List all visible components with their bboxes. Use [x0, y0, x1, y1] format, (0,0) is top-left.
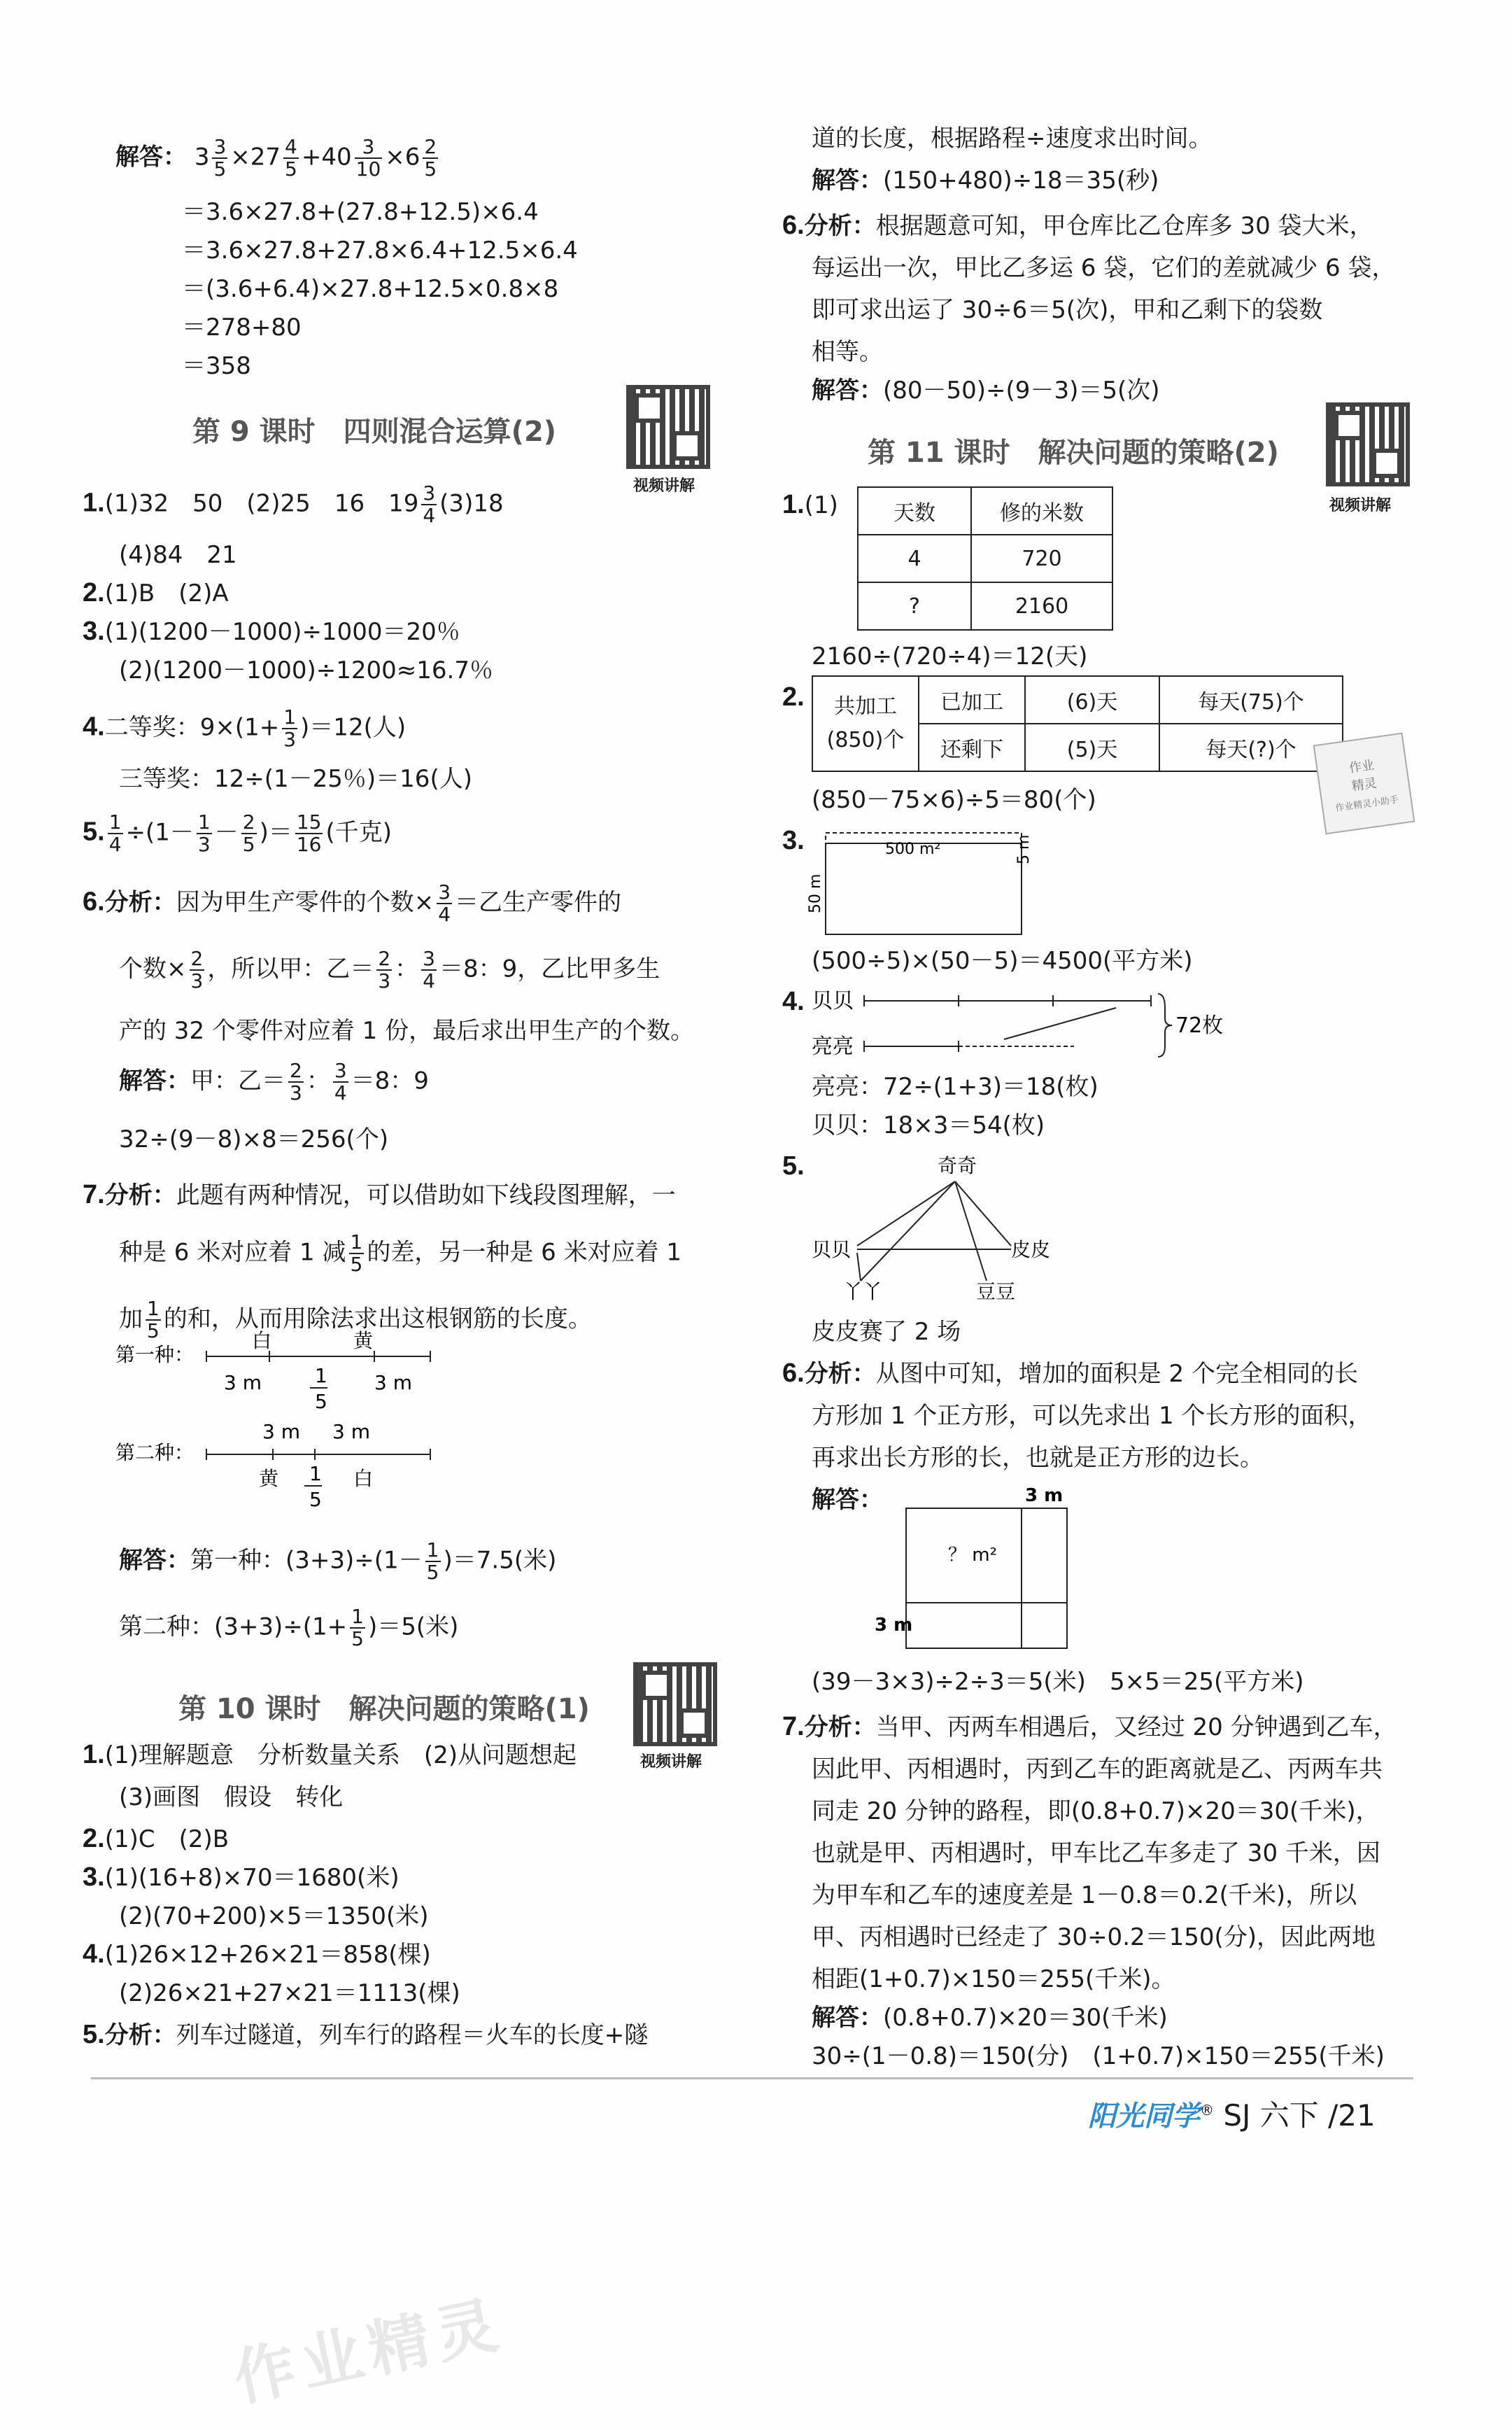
- table-cell: 每天(?)个: [1159, 724, 1343, 771]
- q3-cont: (2)(1200－1000)÷1200≈16.7％: [119, 656, 493, 684]
- side-label: 50 m: [807, 873, 824, 913]
- diagram-1-m1: 3 m: [224, 1371, 262, 1394]
- stamps-diagram: [808, 980, 1263, 1071]
- s4-answer-1: 亮亮：72÷(1+3)＝18(枚): [812, 1073, 1098, 1101]
- s5-answer: 皮皮赛了 2 场: [812, 1318, 961, 1346]
- svg-text:3 m: 3 m: [332, 1421, 370, 1443]
- rectangle-diagram: [805, 822, 1057, 941]
- table-cell: 4: [858, 535, 971, 582]
- table-cell: 共加工 (850)个: [812, 676, 919, 771]
- right-q6-4: 相等。: [812, 338, 883, 366]
- right-q6-answer: 解答：(80－50)÷(9－3)＝5(次): [812, 377, 1160, 405]
- lesson-10-heading: 第 10 课时 解决问题的策略(1): [178, 1693, 590, 1725]
- top-3m: 3 m: [1025, 1485, 1064, 1506]
- s3-label: 3.: [782, 826, 805, 855]
- svg-text:5: 5: [309, 1488, 322, 1511]
- s6-2: 方形加 1 个正方形，可以先求出 1 个长方形的面积，: [812, 1402, 1372, 1430]
- diagram-1-label: 第一种：: [115, 1343, 195, 1366]
- qr-code-icon-3[interactable]: [1326, 402, 1410, 486]
- q5: 5. $\frac{1}{4}$ ÷(1－ $\frac{1}{3}$ － $\frac{2}{5}$ )＝ $\frac{15}{16}$ (千克): [83, 810, 393, 856]
- calc-line-1: 解答： 3 $\frac{3}{5}$ ×27 $\frac{4}{5}$ +40 $\frac{3}{10}$ ×6 $\frac{2}{5}$: [115, 135, 437, 181]
- table-cell: 还剩下: [919, 724, 1025, 771]
- watermark: 作业精灵: [227, 2287, 511, 2415]
- table-header-meters: 修的米数: [971, 487, 1112, 535]
- svg-text:黄: 黄: [259, 1467, 279, 1490]
- s1-label: 1.(1): [782, 490, 838, 519]
- s4-answer-2: 贝贝：18×3＝54(枚): [812, 1111, 1045, 1139]
- svg-text:1: 1: [309, 1462, 322, 1485]
- table-header-days: 天数: [858, 487, 971, 535]
- svg-text:皮皮: 皮皮: [1011, 1238, 1051, 1261]
- q1: 1.(1)32 50 (2)25 16 19 $\frac{3}{4}$ (3)18: [83, 482, 504, 527]
- diagram-1-white: 白: [252, 1329, 272, 1352]
- brand-logo: 阳光同学: [1088, 2100, 1200, 2133]
- days-table: [857, 486, 1113, 631]
- page-number: SJ 六下 /21: [1223, 2098, 1376, 2133]
- q4: 4.二等奖：9×(1+ $\frac{1}{3}$ )＝12(人): [83, 705, 407, 751]
- r3-cont: (2)(70+200)×5＝1350(米): [119, 1902, 429, 1930]
- calc-line-6: ＝358: [182, 352, 251, 380]
- table-cell: 720: [971, 535, 1112, 582]
- svg-text:3 m: 3 m: [262, 1421, 300, 1443]
- footer-divider: [91, 2077, 1413, 2079]
- q6: 6.分析：因为甲生产零件的个数× $\frac{3}{4}$ ＝乙生产零件的: [83, 880, 622, 926]
- diagram-1-yellow: 黄: [353, 1329, 374, 1352]
- bei-label: 贝贝: [812, 989, 854, 1013]
- right-q6-3: 即可求出运了 30÷6＝5(次)，甲和乙剩下的袋数: [812, 296, 1323, 324]
- qr-code-icon-2[interactable]: [633, 1662, 717, 1746]
- s7-5: 为甲车和乙车的速度差是 1－0.8＝0.2(千米)，所以: [812, 1881, 1357, 1909]
- work-table: [812, 675, 1343, 772]
- s7-answer-2: 30÷(1－0.8)＝150(分) (1+0.7)×150＝255(千米): [812, 2042, 1385, 2070]
- diagram-1-m2: 3 m: [374, 1371, 412, 1394]
- q6-cont-2: 产的 32 个零件对应着 1 份，最后求出甲生产的个数。: [119, 1017, 695, 1045]
- qr-code-icon[interactable]: [626, 385, 710, 469]
- left-3m: 3 m: [875, 1615, 913, 1636]
- svg-text:1: 1: [315, 1364, 327, 1387]
- q6-answer: 解答：甲：乙＝ $\frac{2}{3}$ ： $\frac{3}{4}$ ＝8：9: [119, 1059, 429, 1104]
- right-q6-2: 每运出一次，甲比乙多运 6 袋，它们的差就减少 6 袋，: [812, 254, 1396, 282]
- s6-3: 再求出长方形的长，也就是正方形的边长。: [812, 1444, 1264, 1472]
- q7-cont-1: 种是 6 米对应着 1 减 $\frac{1}{5}$ 的差，另一种是 6 米对应着 1: [119, 1230, 682, 1276]
- q6-answer-2: 32÷(9－8)×8＝256(个): [119, 1125, 389, 1153]
- calc-line-3: ＝3.6×27.8+27.8×6.4+12.5×6.4: [182, 237, 578, 265]
- video-label-2[interactable]: 视频讲解: [640, 1753, 702, 1771]
- r1: 1.(1)理解题意 分析数量关系 (2)从问题想起: [83, 1740, 577, 1769]
- s1-answer: 2160÷(720÷4)＝12(天): [812, 642, 1088, 670]
- top-label: 5 m: [1015, 834, 1033, 864]
- s6-answer-label: 解答：: [812, 1486, 883, 1514]
- r4-cont: (2)26×21+27×21＝1113(棵): [119, 1979, 460, 2007]
- q4-cont: 三等奖：12÷(1－25％)＝16(人): [119, 765, 472, 793]
- s7: 7.分析：当甲、丙两车相遇后，又经过 20 分钟遇到乙车，: [782, 1712, 1397, 1741]
- video-label-3[interactable]: 视频讲解: [1329, 497, 1392, 514]
- s6: 6.分析：从图中可知，增加的面积是 2 个完全相同的长: [782, 1358, 1358, 1388]
- calc-line-2: ＝3.6×27.8+(27.8+12.5)×6.4: [182, 198, 539, 226]
- table-cell: (5)天: [1025, 724, 1159, 771]
- q1-cont: (4)84 21: [119, 541, 237, 569]
- svg-text:白: 白: [353, 1467, 374, 1490]
- table-cell: ?: [858, 582, 971, 630]
- stamp-logo: 作业 精灵 作业精灵小助手: [1313, 733, 1415, 835]
- right-line-1: 道的长度，根据路程÷速度求出时间。: [812, 125, 1213, 153]
- area-label: 500 m²: [885, 841, 941, 858]
- s7-2: 因此甲、丙相遇时，丙到乙车的距离就是乙、丙两车共: [812, 1755, 1383, 1783]
- r4: 4.(1)26×12+26×21＝858(棵): [83, 1939, 431, 1969]
- r2: 2.(1)C (2)B: [83, 1824, 229, 1853]
- footer: 阳光同学® SJ 六下 /21: [1088, 2098, 1376, 2133]
- table-cell: 已加工: [919, 676, 1025, 724]
- s5-label: 5.: [782, 1151, 805, 1181]
- q7-cont-2: 加 $\frac{1}{5}$ 的和，从而用除法求出这根钢筋的长度。: [119, 1297, 592, 1342]
- r1-cont: (3)画图 假设 转化: [119, 1783, 344, 1811]
- s7-6: 甲、丙相遇时已经走了 30÷0.2＝150(分)，因此两地: [812, 1923, 1376, 1951]
- q2: 2.(1)B (2)A: [83, 578, 229, 608]
- calc-line-5: ＝278+80: [182, 314, 302, 342]
- total-label: 72枚: [1175, 1013, 1224, 1038]
- svg-text:豆豆: 豆豆: [976, 1280, 1016, 1303]
- svg-text:5: 5: [315, 1390, 327, 1413]
- table-cell: (6)天: [1025, 676, 1159, 724]
- table-cell: 每天(75)个: [1159, 676, 1343, 724]
- r3: 3.(1)(16+8)×70＝1680(米): [83, 1862, 400, 1892]
- q6-cont-1: 个数× $\frac{2}{3}$ ，所以甲：乙＝ $\frac{2}{3}$ ： $\frac{3}{4}$ ＝8：9，乙比甲多生: [119, 947, 660, 992]
- lesson-11-heading: 第 11 课时 解决问题的策略(2): [868, 437, 1279, 469]
- s2-answer: (850－75×6)÷5＝80(个): [812, 786, 1096, 814]
- svg-text:贝贝: 贝贝: [812, 1238, 852, 1261]
- video-label[interactable]: 视频讲解: [633, 477, 695, 495]
- diagram-2-label: 第二种：: [115, 1441, 195, 1464]
- s7-answer: 解答：(0.8+0.7)×20＝30(千米): [812, 2004, 1168, 2032]
- q7: 7.分析：此题有两种情况，可以借助如下线段图理解，一: [83, 1180, 676, 1209]
- calc-line-4: ＝(3.6+6.4)×27.8+12.5×0.8×8: [182, 275, 559, 303]
- liang-label: 亮亮: [812, 1034, 854, 1059]
- q7-answer-2: 第二种：(3+3)÷(1+ $\frac{1}{5}$ )＝5(米): [119, 1605, 459, 1650]
- q7-answer: 解答：第一种：(3+3)÷(1－ $\frac{1}{5}$ )＝7.5(米): [119, 1538, 557, 1584]
- square-diagram: [864, 1480, 1116, 1662]
- segment-diagram-2: [112, 1421, 476, 1526]
- right-q6: 6.分析：根据题意可知，甲仓库比乙仓库多 30 袋大米，: [782, 211, 1373, 240]
- s7-3: 同走 20 分钟的路程，即(0.8+0.7)×20＝30(千米)，: [812, 1797, 1380, 1825]
- s7-7: 相距(1+0.7)×150＝255(千米)。: [812, 1965, 1175, 1993]
- lesson-9-heading: 第 9 课时 四则混合运算(2): [192, 416, 557, 448]
- s6-answer: (39－3×3)÷2÷3＝5(米) 5×5＝25(平方米): [812, 1668, 1304, 1696]
- r5: 5.分析：列车过隧道，列车行的路程＝火车的长度+隧: [83, 2020, 649, 2049]
- s4-label: 4.: [782, 987, 805, 1016]
- qi-label: 奇奇: [938, 1154, 977, 1177]
- s3-answer: (500÷5)×(50－5)＝4500(平方米): [812, 947, 1193, 975]
- segment-diagram-1: [112, 1323, 476, 1428]
- q3: 3.(1)(1200－1000)÷1000＝20％: [83, 617, 460, 646]
- table-cell: 2160: [971, 582, 1112, 630]
- games-diagram: [808, 1148, 1144, 1309]
- s2-label: 2.: [782, 682, 805, 712]
- svg-text:丫丫: 丫丫: [843, 1280, 883, 1303]
- area-question: ？ m²: [948, 1545, 998, 1566]
- right-line-2: 解答：(150+480)÷18＝35(秒): [812, 167, 1159, 195]
- s7-4: 也就是甲、丙相遇时，甲车比乙车多走了 30 千米，因: [812, 1839, 1380, 1867]
